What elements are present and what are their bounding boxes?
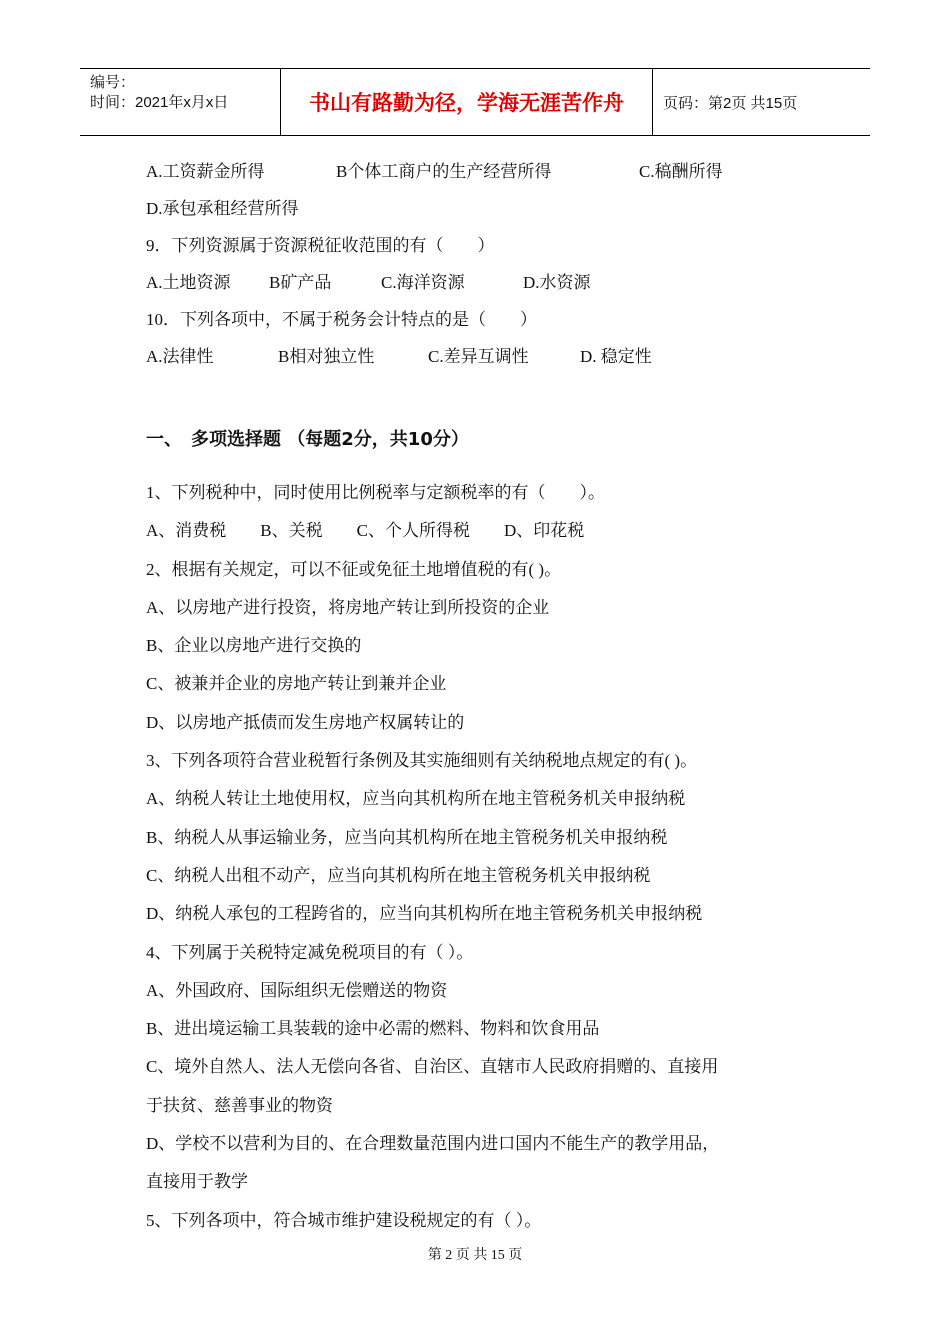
- page-footer: 第 2 页 共 15 页: [427, 1248, 523, 1263]
- multi-choice-list: [146, 474, 846, 1240]
- list-item: 5、下列各项中，符合城市维护建设税规定的有（ ）。: [146, 1210, 542, 1230]
- list-item: 直接用于教学: [146, 1172, 248, 1192]
- list-item: C、纳税人出租不动产，应当向其机构所在地主管税务机关申报纳税: [146, 865, 651, 885]
- list-item: A、外国政府、国际组织无偿赠送的物资: [146, 980, 448, 1000]
- q9-option-b: B矿产品: [269, 273, 332, 292]
- q10-text: 10．下列各项中，不属于税务会计特点的是（ ）: [146, 310, 537, 329]
- list-item: 于扶贫、慈善事业的物资: [146, 1095, 333, 1115]
- header-motto: 书山有路勤为径，学海无涯苦作舟: [281, 69, 653, 135]
- q10-option-c: C.差异互调性: [428, 347, 529, 366]
- document-header: [80, 68, 870, 136]
- q9-text: 9．下列资源属于资源税征收范围的有（ ）: [146, 236, 495, 255]
- list-item: A、纳税人转让土地使用权，应当向其机构所在地主管税务机关申报纳税: [146, 789, 686, 809]
- list-item: 4、下列属于关税特定减免税项目的有（ ）。: [146, 942, 474, 962]
- list-item: D、以房地产抵债而发生房地产权属转让的: [146, 712, 465, 732]
- list-item: 3、下列各项符合营业税暂行条例及其实施细则有关纳税地点规定的有( )。: [146, 751, 698, 771]
- q10-option-d: D. 稳定性: [580, 347, 652, 366]
- list-item: A、以房地产进行投资，将房地产转让到所投资的企业: [146, 597, 550, 617]
- q9-option-a: A.土地资源: [146, 273, 231, 292]
- q8-option-c: C.稿酬所得: [639, 162, 723, 181]
- list-item: B、企业以房地产进行交换的: [146, 636, 362, 656]
- q9-options-row: [146, 264, 846, 301]
- list-item: B、进出境运输工具装载的途中必需的燃料、物料和饮食用品: [146, 1019, 600, 1039]
- list-item: A、消费税 B、关税 C、个人所得税 D、印花税: [146, 521, 585, 541]
- section-title: 一、 多项选择题 （每题2分，共10分）: [146, 429, 469, 450]
- q8-option-b: B个体工商户的生产经营所得: [336, 162, 552, 181]
- list-item: D、纳税人承包的工程跨省的，应当向其机构所在地主管税务机关申报纳税: [146, 904, 703, 924]
- list-item: 1、下列税种中，同时使用比例税率与定额税率的有（ ）。: [146, 483, 605, 502]
- list-item: C、境外自然人、法人无偿向各省、自治区、直辖市人民政府捐赠的、直接用: [146, 1057, 719, 1077]
- list-item: B、纳税人从事运输业务，应当向其机构所在地主管税务机关申报纳税: [146, 827, 668, 847]
- list-item: C、被兼并企业的房地产转让到兼并企业: [146, 674, 447, 694]
- header-meta: [80, 69, 281, 135]
- q10-options-row: [146, 338, 846, 375]
- q10-option-b: B相对独立性: [278, 347, 375, 366]
- header-page-label: 页码：第2页 共15页: [663, 94, 798, 112]
- list-item: 2、根据有关规定，可以不征或免征土地增值税的有( )。: [146, 559, 562, 579]
- q10-option-a: A.法律性: [146, 347, 214, 366]
- q8-option-d: D.承包承租经营所得: [146, 199, 299, 218]
- time-label: 时间：2021年x月x日: [90, 94, 229, 111]
- q8-option-a: A.工资薪金所得: [146, 162, 265, 181]
- list-item: D、学校不以营利为目的、在合理数量范围内进口国内不能生产的教学用品，: [146, 1134, 720, 1154]
- q8-options-row: [146, 153, 846, 190]
- single-choice-continuation: [146, 153, 846, 375]
- q9-option-d: D.水资源: [523, 273, 591, 292]
- number-label: 编号：: [90, 74, 136, 91]
- q9-option-c: C.海洋资源: [381, 273, 465, 292]
